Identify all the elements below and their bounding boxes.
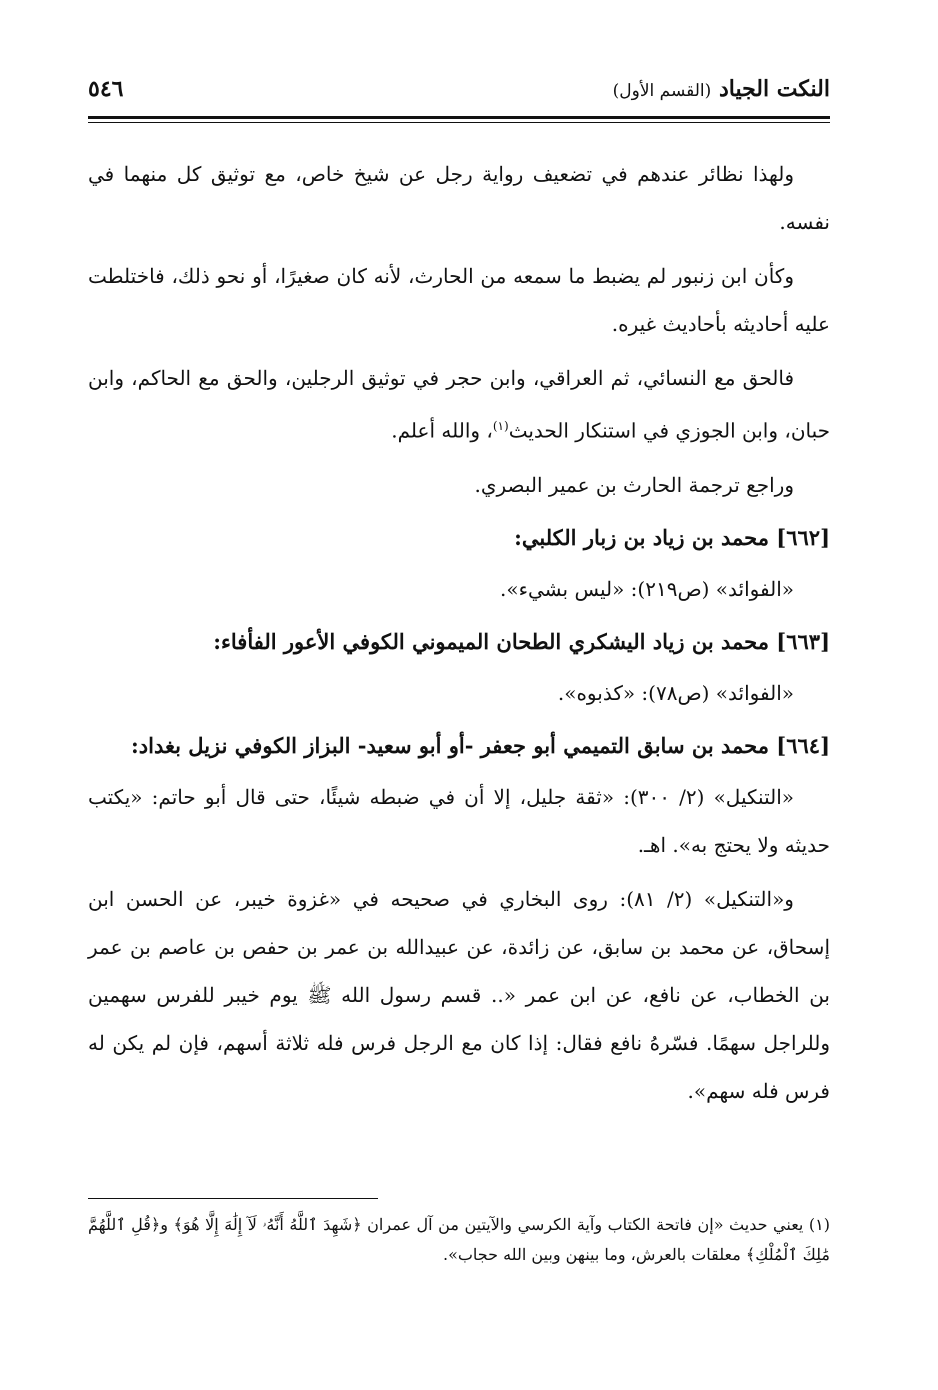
paragraph-text: فالحق مع النسائي، ثم العراقي، وابن حجر في توثيق الرجلين، والحق مع الحاكم، وابن حبان، وابن الجوزي في استنكار الحديث bbox=[88, 366, 830, 443]
entry-text-663: «الفوائد» (ص٧٨): «كذبوه». bbox=[557, 680, 794, 705]
footnote-reference[interactable]: (١) bbox=[492, 419, 509, 433]
entry-text-662: «الفوائد» (ص٢١٩): «ليس بشيء». bbox=[500, 576, 794, 601]
page-header bbox=[88, 70, 830, 110]
entry-text-664: «التنكيل» (٢/ ٣٠٠): «ثقة جليل، إلا أن في ضبطه شيئًا، حتى قال أبو حاتم: «يكتب حديثه ولا يحتج به». اهـ. bbox=[88, 784, 830, 857]
footnote-separator bbox=[88, 1198, 378, 1199]
entry-heading-664: [٦٦٤] محمد بن سابق التميمي أبو جعفر -أو أبو سعيد- البزاز الكوفي نزيل بغداد: bbox=[131, 732, 830, 758]
page-number: ٥٤٦ bbox=[88, 76, 124, 102]
paragraph: وراجع ترجمة الحارث بن عمير البصري. bbox=[474, 472, 794, 497]
entry-heading-663: [٦٦٣] محمد بن زياد اليشكري الطحان الميموني الكوفي الأعور الفأفاء: bbox=[213, 628, 830, 654]
entry-heading-662: [٦٦٢] محمد بن زياد بن زبار الكلبي: bbox=[514, 524, 830, 550]
paragraph: وكأن ابن زنبور لم يضبط ما سمعه من الحارث، لأنه كان صغيرًا، أو نحو ذلك، فاختلطت عليه أحاديثه بأحاديث غيره. bbox=[88, 264, 830, 336]
running-title bbox=[613, 76, 830, 102]
book-page bbox=[88, 70, 830, 1370]
footnote: (١) يعني حديث «إن فاتحة الكتاب وآية الكرسي والآيتين من آل عمران ﴿شَهِدَ ٱللَّهُ أَنَّهُۥ لَآ إِلَٰهَ إِلَّا هُوَ﴾ و﴿قُلِ ٱللَّهُمَّ مَٰلِكَ ٱلْمُلْكِ﴾ معلقات بالعرش، وما بينهن وبين الله حجاب». bbox=[88, 1215, 830, 1264]
paragraph: ولهذا نظائر عندهم في تضعيف رواية رجل عن شيخ خاص، مع توثيق كل منهما في نفسه. bbox=[88, 162, 830, 234]
paragraph bbox=[88, 354, 830, 455]
main-text bbox=[88, 150, 830, 1121]
book-title: النكت الجياد bbox=[718, 76, 830, 102]
header-rule-thick bbox=[88, 116, 830, 119]
book-subtitle: (القسم الأول) bbox=[612, 81, 712, 101]
entry-text-664: و«التنكيل» (٢/ ٨١): روى البخاري في صحيحه في «غزوة خيبر، عن الحسن ابن إسحاق، عن محمد بن سابق، عن زائدة، عن عبيدالله بن عمر بن حفص بن عاصم بن عمر بن الخطاب، عن نافع، عن ابن عمر «.. قسم رسول الله ﷺ يوم خيبر للفرس سهمين وللراجل سهمًا. فسّرهُ نافع فقال: إذا كان مع الرجل فرس فله ثلاثة أسهم، فإن لم يكن له فرس فله سهم». bbox=[88, 886, 830, 1103]
paragraph-text: ، والله أعلم. bbox=[391, 418, 493, 443]
header-rule-thin bbox=[88, 122, 830, 123]
